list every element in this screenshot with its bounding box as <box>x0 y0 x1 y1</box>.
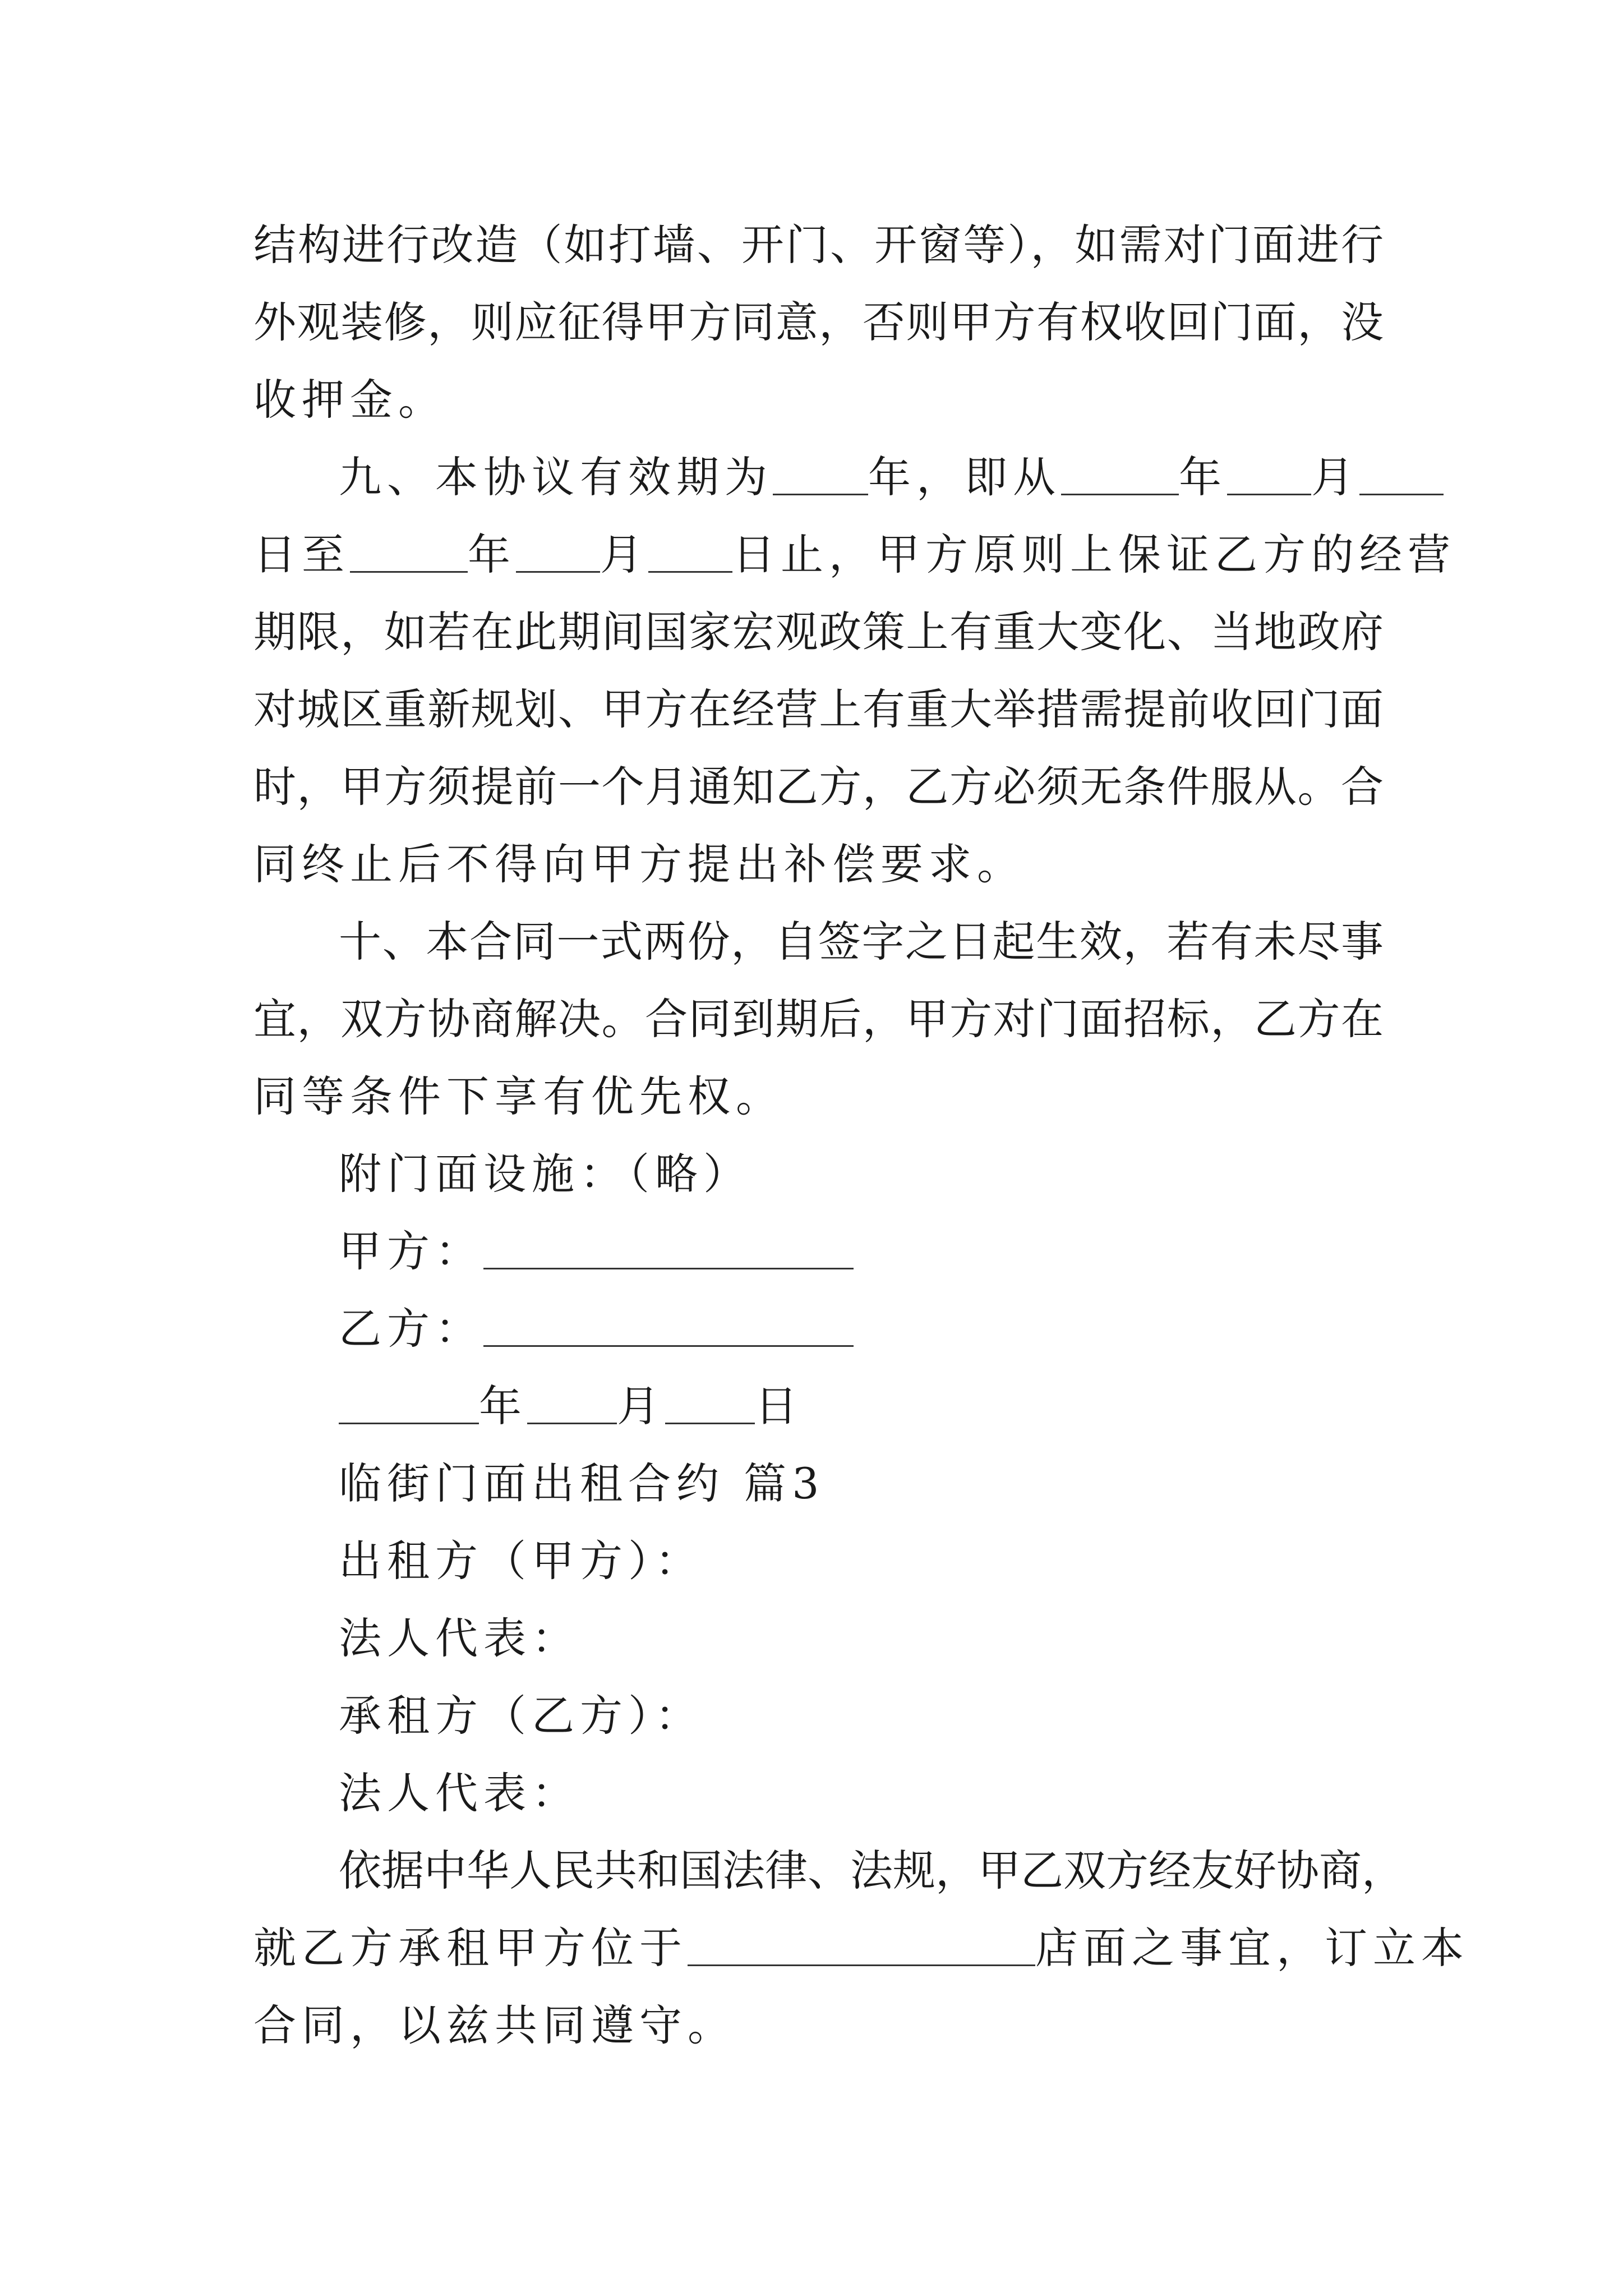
party-a-signature-line <box>253 1213 1384 1290</box>
party-b-signature-blank[interactable] <box>483 1305 854 1347</box>
clause-9-text-c: 年 <box>1179 452 1227 502</box>
intro-line-2 <box>253 1910 1469 1987</box>
clause-10-line-3: 同等条件下享有优先权。 <box>253 1071 784 1121</box>
intro-text-a: 就乙方承租甲方位于 <box>253 1923 688 1973</box>
start-year-blank[interactable] <box>1061 453 1179 495</box>
clause-9-text-e: 日至 <box>253 530 350 579</box>
clause-9-text-a: 九、本协议有效期为 <box>339 452 773 502</box>
lessor-label: 出租方（甲方）： <box>339 1536 703 1586</box>
lessee-legal-rep-label: 法人代表： <box>339 1768 580 1818</box>
clause-9-line-3: 期限，如若在此期间国家宏观政策上有重大变化、当地政府 <box>253 607 1384 657</box>
clause-10-line-1: 十、本合同一式两份，自签字之日起生效，若有未尽事 <box>339 917 1384 967</box>
attachment-note: 附门面设施：（略） <box>339 1149 751 1199</box>
party-a-signature-blank[interactable] <box>483 1227 854 1269</box>
signing-year-label: 年 <box>479 1381 527 1431</box>
lessor-legal-rep-label: 法人代表： <box>339 1613 580 1663</box>
clause-9-line-4: 对城区重新规划、甲方在经营上有重大举措需提前收回门面 <box>253 684 1384 734</box>
signing-month-blank[interactable] <box>527 1382 617 1424</box>
signing-day-label: 日 <box>755 1381 803 1431</box>
clause-9-text-g: 月 <box>600 530 648 579</box>
document-page <box>253 206 1469 2064</box>
clause-8-line-2: 外观装修，则应征得甲方同意，否则甲方有权收回门面，没 <box>253 297 1384 347</box>
term-years-blank[interactable] <box>773 453 868 495</box>
party-a-label: 甲方： <box>339 1226 483 1276</box>
signing-year-blank[interactable] <box>339 1382 479 1424</box>
clause-9-text-b: 年，即从 <box>868 452 1061 502</box>
intro-text-b: 店面之事宜，订立本 <box>1035 1923 1469 1973</box>
party-b-label: 乙方： <box>339 1304 483 1354</box>
start-month-blank[interactable] <box>1227 453 1311 495</box>
clause-8-line-3: 收押金。 <box>253 375 446 425</box>
lessee-label: 承租方（乙方）： <box>339 1691 703 1741</box>
clause-9-text-d: 月 <box>1311 452 1359 502</box>
party-b-signature-line <box>253 1290 1384 1368</box>
clause-9-line-2 <box>253 516 1456 593</box>
intro-line-3: 合同，以兹共同遵守。 <box>253 2000 736 2050</box>
clause-9-line-5: 时，甲方须提前一个月通知乙方，乙方必须无条件服从。合 <box>253 762 1384 812</box>
end-month-blank[interactable] <box>516 531 600 573</box>
signing-month-label: 月 <box>617 1381 665 1431</box>
signing-date-line <box>253 1368 1384 1445</box>
clause-8-line-1: 结构进行改造（如打墙、开门、开窗等），如需对门面进行 <box>253 220 1384 270</box>
clause-9-text-f: 年 <box>468 530 516 579</box>
start-day-blank[interactable] <box>1359 453 1444 495</box>
intro-line-1: 依据中华人民共和国法律、法规，甲乙双方经友好协商， <box>339 1846 1404 1895</box>
signing-day-blank[interactable] <box>665 1382 755 1424</box>
section-3-title: 临街门面出租合约 篇3 <box>339 1458 825 1508</box>
store-location-blank[interactable] <box>688 1924 1035 1966</box>
clause-10-line-2: 宜，双方协商解决。合同到期后，甲方对门面招标，乙方在 <box>253 994 1384 1044</box>
clause-9-text-h: 日止，甲方原则上保证乙方的经营 <box>732 530 1456 579</box>
clause-9-line-1 <box>253 439 1384 516</box>
end-day-blank[interactable] <box>648 531 732 573</box>
clause-9-line-6: 同终止后不得向甲方提出补偿要求。 <box>253 839 1025 889</box>
end-year-blank[interactable] <box>350 531 468 573</box>
